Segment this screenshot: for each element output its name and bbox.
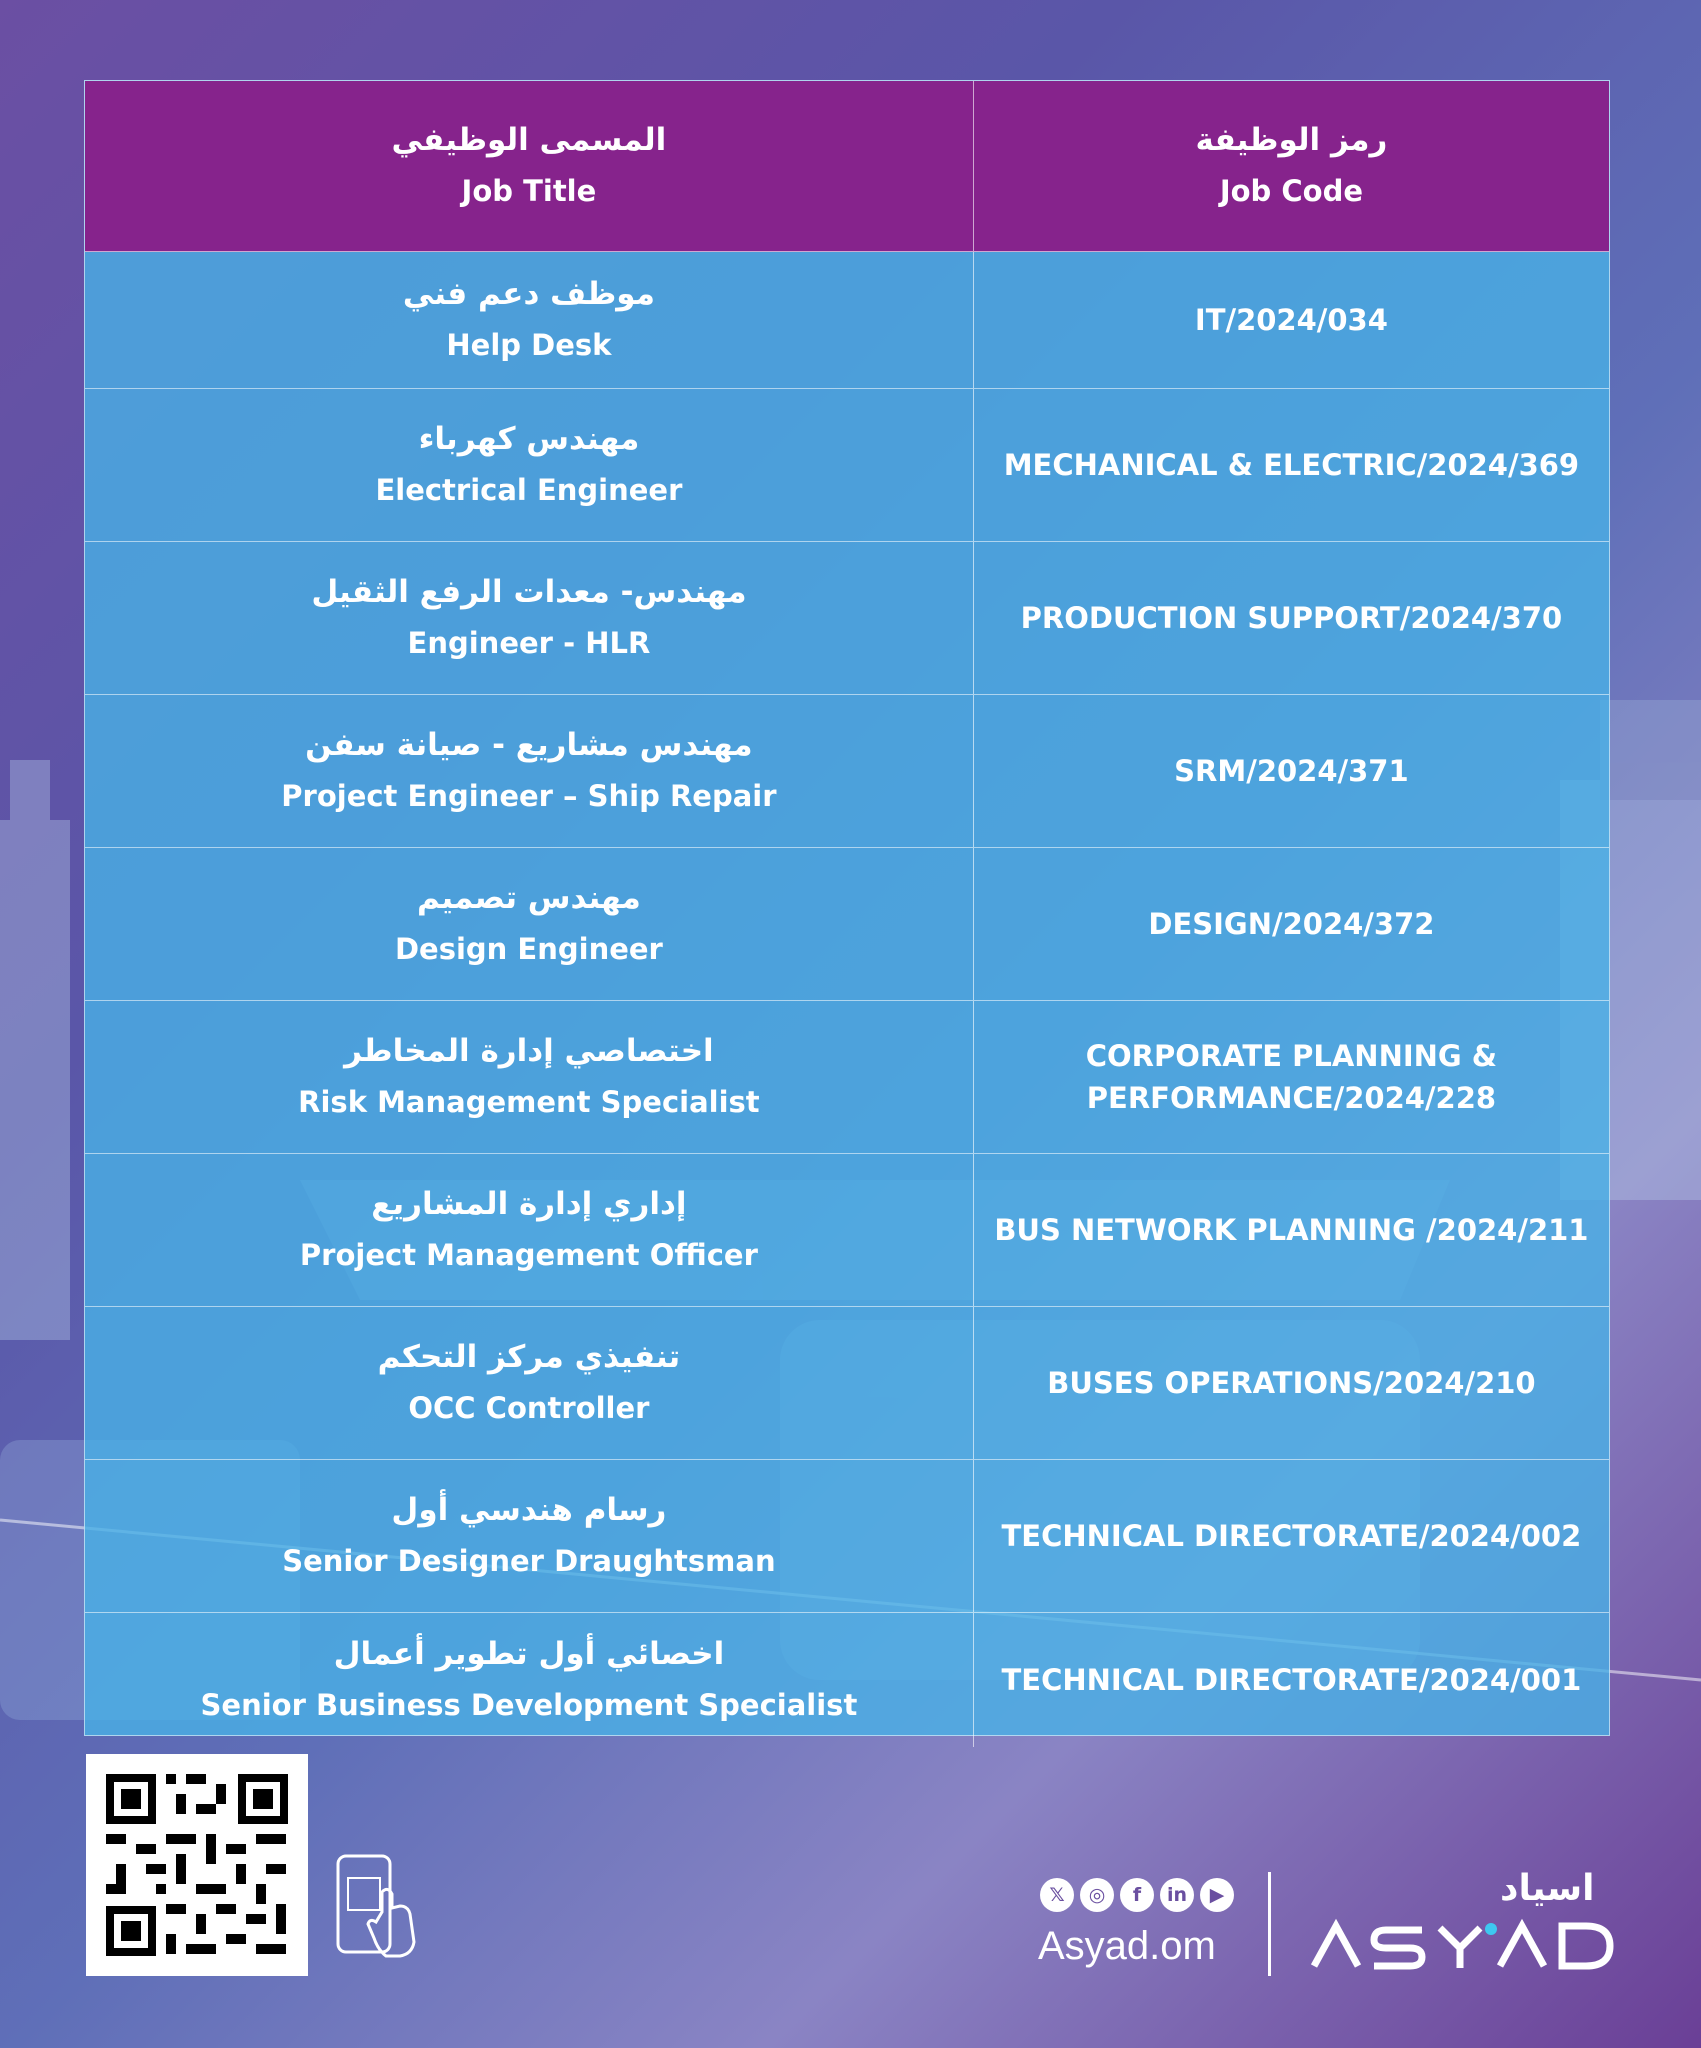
- job-code-cell: [974, 252, 1609, 388]
- job-code-line-1: CORPORATE PLANNING &: [1085, 1038, 1498, 1073]
- job-title-en: Design Engineer: [394, 931, 663, 966]
- job-code-line-2: PERFORMANCE/2024/228: [1086, 1081, 1497, 1115]
- job-title-en: Engineer - HLR: [407, 625, 651, 660]
- job-table: [84, 80, 1610, 1736]
- facebook-icon[interactable]: f: [1120, 1878, 1154, 1912]
- job-title-en: Senior Designer Draughtsman: [282, 1543, 776, 1578]
- job-title-en: Help Desk: [446, 327, 612, 362]
- job-title-ar: مهندس مشاريع - صيانة سفن: [305, 727, 753, 764]
- job-title-ar: رسام هندسي أول: [391, 1492, 667, 1529]
- job-code: SRM/2024/371: [1174, 753, 1409, 788]
- job-title-cell: [85, 1460, 974, 1612]
- job-title-en: Senior Business Development Specialist: [200, 1687, 858, 1722]
- job-code: PRODUCTION SUPPORT/2024/370: [1020, 600, 1563, 635]
- social-links: [1040, 1878, 1234, 1912]
- job-title-ar: مهندس- معدات الرفع الثقيل: [311, 574, 747, 611]
- table-row: [85, 389, 1609, 542]
- instagram-icon[interactable]: ◎: [1080, 1878, 1114, 1912]
- job-code: BUSES OPERATIONS/2024/210: [1047, 1365, 1536, 1400]
- job-code-cell: [974, 1001, 1609, 1153]
- logo-arabic-text: اسياد: [1500, 1868, 1595, 1909]
- job-code-cell: [974, 1154, 1609, 1306]
- job-title-en: Project Management Officer: [299, 1237, 758, 1272]
- job-title-en: Project Engineer – Ship Repair: [281, 778, 777, 813]
- job-title-cell: [85, 389, 974, 541]
- youtube-icon[interactable]: ▶: [1200, 1878, 1234, 1912]
- job-title-ar: اخصائي أول تطوير أعمال: [333, 1636, 725, 1673]
- job-title-cell: [85, 1001, 974, 1153]
- job-title-cell: [85, 695, 974, 847]
- job-code-cell: [974, 1460, 1609, 1612]
- job-code: TECHNICAL DIRECTORATE/2024/001: [1001, 1662, 1582, 1697]
- job-title-cell: [85, 848, 974, 1000]
- qr-code[interactable]: [86, 1754, 308, 1976]
- job-code: MECHANICAL & ELECTRIC/2024/369: [1003, 447, 1580, 482]
- job-title-en: OCC Controller: [408, 1390, 650, 1425]
- job-title-ar: مهندس كهرباء: [418, 421, 640, 458]
- job-code: TECHNICAL DIRECTORATE/2024/002: [1001, 1518, 1582, 1553]
- job-title-ar: تنفيذي مركز التحكم: [377, 1339, 681, 1376]
- job-code: IT/2024/034: [1194, 302, 1388, 337]
- table-row: [85, 1001, 1609, 1154]
- job-title-cell: [85, 1613, 974, 1747]
- table-row: [85, 252, 1609, 389]
- table-row: [85, 1307, 1609, 1460]
- phone-scan-icon: [334, 1852, 430, 1962]
- job-title-en: Electrical Engineer: [375, 472, 683, 507]
- job-code-cell: [974, 542, 1609, 694]
- job-code-cell: [974, 695, 1609, 847]
- website-link[interactable]: Asyad.om: [1038, 1924, 1216, 1968]
- job-code: BUS NETWORK PLANNING /2024/211: [994, 1212, 1589, 1247]
- job-code-cell: [974, 848, 1609, 1000]
- table-row: [85, 542, 1609, 695]
- header-job-code: [974, 81, 1609, 251]
- job-title-ar: إداري إدارة المشاريع: [371, 1186, 687, 1223]
- job-code-cell: [974, 1613, 1609, 1747]
- job-title-en: Risk Management Specialist: [298, 1084, 760, 1119]
- job-title-cell: [85, 542, 974, 694]
- table-row: [85, 695, 1609, 848]
- header-job-title-en: Job Title: [461, 173, 597, 208]
- table-row: [85, 848, 1609, 1001]
- job-title-ar: اختصاصي إدارة المخاطر: [344, 1033, 714, 1070]
- job-code-cell: [974, 1307, 1609, 1459]
- header-job-title-ar: المسمى الوظيفي: [391, 122, 667, 159]
- job-code-cell: [974, 389, 1609, 541]
- header-job-title: [85, 81, 974, 251]
- header-job-code-en: Job Code: [1219, 173, 1364, 208]
- job-title-cell: [85, 252, 974, 388]
- table-header: [85, 81, 1609, 252]
- job-title-cell: [85, 1307, 974, 1459]
- footer-divider: [1268, 1872, 1271, 1976]
- x-icon[interactable]: 𝕏: [1040, 1878, 1074, 1912]
- table-row: [85, 1154, 1609, 1307]
- qr-code-image: [86, 1754, 308, 1976]
- job-title-ar: مهندس تصميم: [417, 880, 641, 917]
- table-row: [85, 1613, 1609, 1747]
- table-row: [85, 1460, 1609, 1613]
- header-job-code-ar: رمز الوظيفة: [1195, 122, 1388, 159]
- linkedin-icon[interactable]: in: [1160, 1878, 1194, 1912]
- job-code: DESIGN/2024/372: [1148, 906, 1435, 941]
- job-title-cell: [85, 1154, 974, 1306]
- job-title-ar: موظف دعم فني: [402, 276, 655, 313]
- asyad-logo-icon: [1310, 1918, 1616, 1972]
